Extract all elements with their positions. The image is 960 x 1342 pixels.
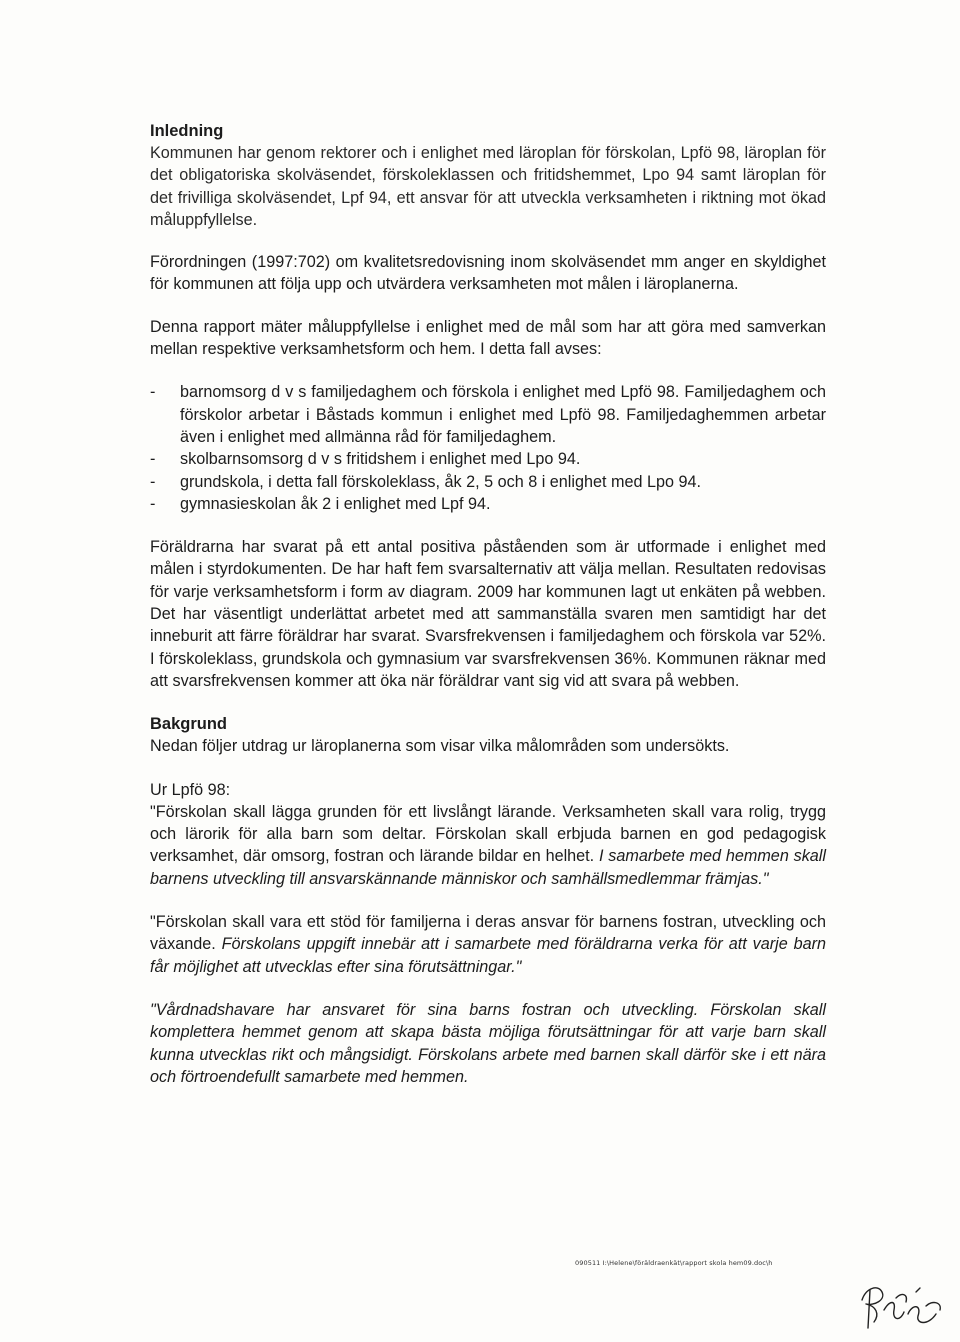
list-item: - grundskola, i detta fall förskoleklass, åk 2, 5 och 8 i enlighet med Lpo 94. xyxy=(150,471,826,493)
list-item: - gymnasieskolan åk 2 i enlighet med Lpf 94. xyxy=(150,493,826,515)
quote-3 xyxy=(150,999,826,1088)
quote-source: Ur Lpfö 98: xyxy=(150,780,231,799)
quote-2-plain: "Förskolan skall vara ett stöd för familjerna i deras ansvar för barnens fostran, utveckling och växande. xyxy=(150,913,826,954)
quote-1-plain: "Förskolan skall lägga grunden för ett livslångt lärande. Verksamheten skall vara rolig, trygg och lärorik för alla barn som deltar. Förskolan skall erbjuda barnen en god pedagogisk verksamhet, där omsorg, fostran och lärande bildar en helhet. xyxy=(150,802,826,866)
handwritten-signature xyxy=(856,1270,952,1336)
heading-bakgrund: Bakgrund xyxy=(150,715,228,734)
file-reference: 090511 I:\Helene\föräldraenkät\rapport skola hem09.doc\h xyxy=(575,1259,773,1267)
list-item: - barnomsorg d v s familjedaghem och förskola i enlighet med Lpfö 98. Familjedaghem och förskolor arbetar i Båstads kommun i enlighet med Lpfö 98. Familjedaghemmen arbetar även i enlighet med allmänna råd för familjedaghem. xyxy=(150,381,826,448)
paragraph-forordningen: Förordningen (1997:702) om kvalitetsredovisning inom skolväsendet mm anger en skyldighet för kommunen att följa upp och utvärdera verksamheten mot målen i läroplanerna. xyxy=(150,253,826,294)
paragraph-foraldrarna: Föräldrarna har svarat på ett antal positiva påståenden som är utformade i enlighet med målen i styrdokumenten. De har haft fem svarsalternativ att välja mellan. Resultaten redovisas för varje verksamhetsform i form av diagram. 2009 har kommunen lagt ut enkäten på webben. Det har väsentligt underlättat arbetet med att sammanställa svaren men samtidigt har det inneburit att färre föräldrar har svarat. Svarsfrekvensen i familjedaghem och förskola var 52%. I förskoleklass, grundskola och gymnasium var svarsfrekvensen 36%. Kommunen räknar med att svarsfrekvensen kommer att öka när föräldrar vant sig vid att svara på webben. xyxy=(150,538,826,690)
list-item: - skolbarnsomsorg d v s fritidshem i enlighet med Lpo 94. xyxy=(150,448,826,470)
heading-inledning: Inledning xyxy=(150,122,224,140)
quote-3-italic: "Vårdnadshavare har ansvaret för sina barns fostran och utveckling. Förskolan skall komplettera hemmet genom att skapa bästa möjliga förutsättningar för att varje barn skall kunna utvecklas rikt och mångsidigt. Förskolans arbete med barnen skall därför ske i ett nära och förtroendefullt samarbete med hemmen. xyxy=(150,1000,826,1086)
paragraph-bakgrund: Nedan följer utdrag ur läroplanerna som visar vilka målområden som undersökts. xyxy=(150,737,730,756)
paragraph-rapport: Denna rapport mäter måluppfyllelse i enlighet med de mål som har att göra med samverkan mellan respektive verksamhetsform och hem. I detta fall avses: xyxy=(150,317,826,359)
quote-1-italic: I samarbete med hemmen skall barnens utveckling till ansvarskännande människor och samhällsmedlemmar främjas." xyxy=(150,847,826,888)
quote-2-italic: Förskolans uppgift innebär att i samarbete med föräldrarna verka för att varje barn får möjlighet att utvecklas efter sina förutsättningar." xyxy=(150,935,826,976)
quote-2 xyxy=(150,911,826,978)
paragraph-intro: Kommunen har genom rektorer och i enlighet med läroplan för förskolan, Lpfö 98, läroplan för det obligatoriska skolväsendet, förskoleklassen och fritidshemmet, Lpo 94 samt läroplan för det frivilliga skolväsendet, Lpf 94, ett ansvar för att utveckla verksamheten i riktning mot ökad måluppfyllelse. xyxy=(150,144,826,229)
document-body xyxy=(150,120,826,1088)
verksamhetsform-list xyxy=(150,381,826,515)
quote-1 xyxy=(150,801,826,890)
